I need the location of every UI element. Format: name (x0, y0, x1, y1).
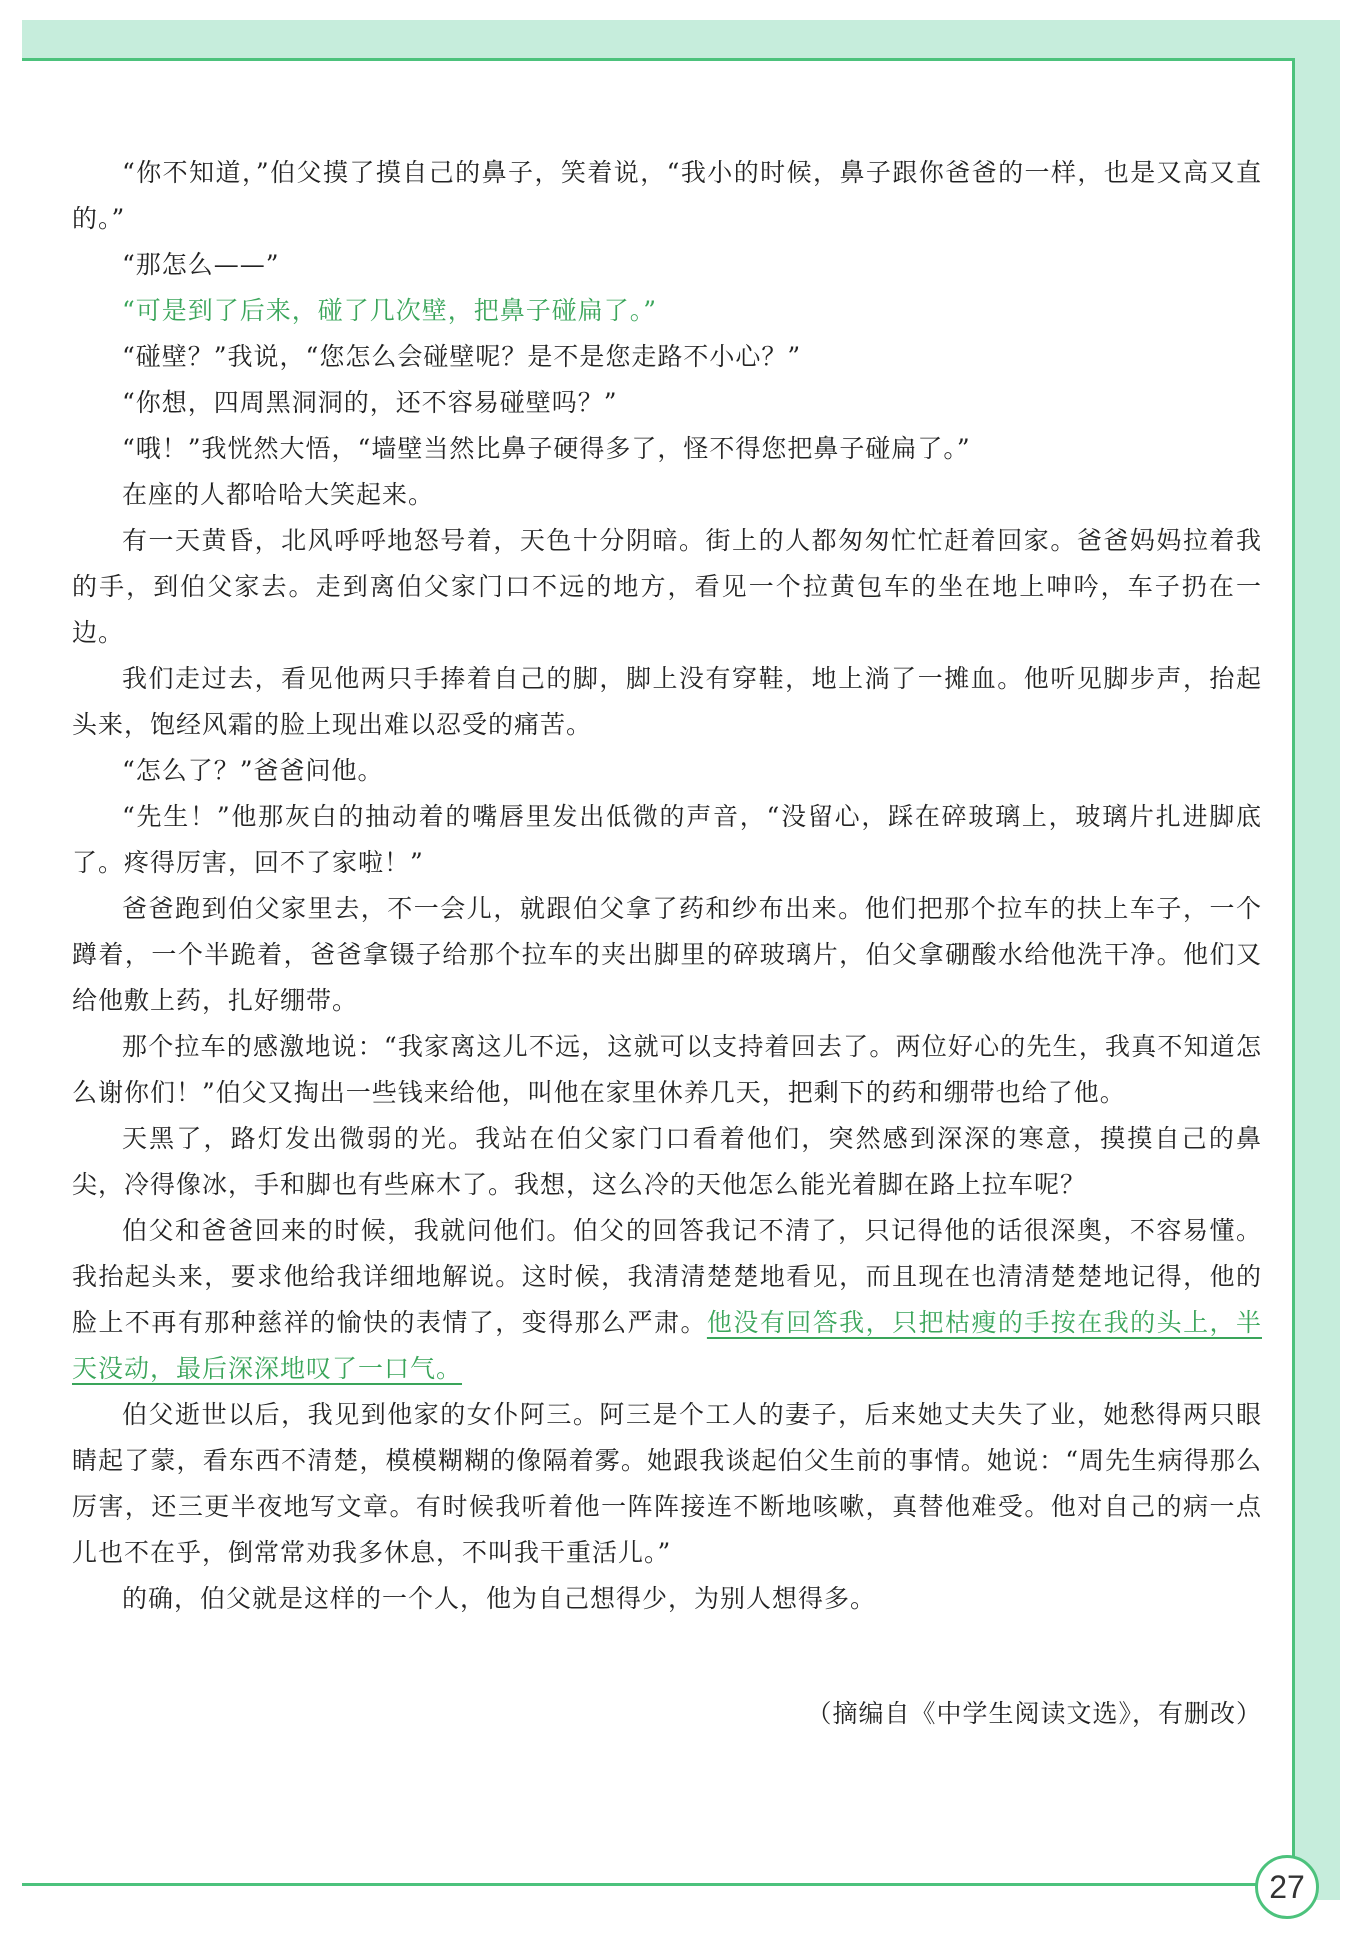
source-citation: （摘编自《中学生阅读文选》，有删改） (806, 1699, 1262, 1728)
paragraph (72, 656, 1262, 748)
paragraph-text: “碰壁？”我说，“您怎么会碰壁呢？是不是您走路不小心？” (122, 342, 802, 371)
paragraph-text: 的确，伯父就是这样的一个人，他为自己想得少，为别人想得多。 (122, 1584, 877, 1613)
paragraph (72, 886, 1262, 1024)
paragraph (72, 1576, 1262, 1622)
paragraph (72, 1024, 1262, 1116)
paragraph-text: “你想，四周黑洞洞的，还不容易碰壁吗？” (122, 388, 618, 417)
paragraph (72, 242, 1262, 288)
paragraph-text: 我们走过去，看见他两只手捧着自己的脚，脚上没有穿鞋，地上淌了一摊血。他听见脚步声，抬起头来，饱经风霜的脸上现出难以忍受的痛苦。 (72, 664, 1262, 739)
paragraph-text: “怎么了？”爸爸问他。 (122, 756, 384, 785)
highlighted-text: “可是到了后来，碰了几次壁，把鼻子碰扁了。” (122, 296, 658, 325)
paragraph-text: 天黑了，路灯发出微弱的光。我站在伯父家门口看着他们，突然感到深深的寒意，摸摸自己的鼻尖，冷得像冰，手和脚也有些麻木了。我想，这么冷的天他怎么能光着脚在路上拉车呢？ (72, 1124, 1262, 1199)
paragraph-text: 伯父和爸爸回来的时候，我就问他们。伯父的回答我记不清了，只记得他的话很深奥，不容易懂。我抬起头来，要求他给我详细地解说。这时候，我清清楚楚地看见，而且现在也清清楚楚地记得，他的脸上不再有那种慈祥的愉快的表情了，变得那么严肃。 (72, 1216, 1262, 1337)
article-body (72, 150, 1262, 1622)
paragraph (72, 380, 1262, 426)
page-number-badge: 27 (1255, 1855, 1319, 1919)
paragraph (72, 1208, 1262, 1392)
paragraph (72, 426, 1262, 472)
paragraph-text: “哦！”我恍然大悟，“墙壁当然比鼻子硬得多了，怪不得您把鼻子碰扁了。” (122, 434, 971, 463)
decorative-top-band (22, 20, 1340, 58)
paragraph (72, 472, 1262, 518)
paragraph-text: “先生！”他那灰白的抽动着的嘴唇里发出低微的声音，“没留心，踩在碎玻璃上，玻璃片扎进脚底了。疼得厉害，回不了家啦！” (72, 802, 1262, 877)
paragraph (72, 150, 1262, 242)
paragraph-text: “那怎么——” (122, 250, 280, 279)
paragraph-text: 爸爸跑到伯父家里去，不一会儿，就跟伯父拿了药和纱布出来。他们把那个拉车的扶上车子，一个蹲着，一个半跪着，爸爸拿镊子给那个拉车的夹出脚里的碎玻璃片，伯父拿硼酸水给他洗干净。他们又给他敷上药，扎好绷带。 (72, 894, 1262, 1015)
paragraph-text: 在座的人都哈哈大笑起来。 (122, 480, 435, 509)
paragraph (72, 334, 1262, 380)
paragraph-text: 伯父逝世以后，我见到他家的女仆阿三。阿三是个工人的妻子，后来她丈夫失了业，她愁得两只眼睛起了蒙，看东西不清楚，模模糊糊的像隔着雾。她跟我谈起伯父生前的事情。她说：“周先生病得那么厉害，还三更半夜地写文章。有时候我听着他一阵阵接连不断地咳嗽，真替他难受。他对自己的病一点儿也不在乎，倒常常劝我多休息，不叫我干重活儿。” (72, 1400, 1262, 1567)
paragraph (72, 1392, 1262, 1576)
paragraph (72, 1116, 1262, 1208)
paragraph-text: 有一天黄昏，北风呼呼地怒号着，天色十分阴暗。街上的人都匆匆忙忙赶着回家。爸爸妈妈拉着我的手，到伯父家去。走到离伯父家门口不远的地方，看见一个拉黄包车的坐在地上呻吟，车子扔在一边。 (72, 526, 1262, 647)
paragraph-text: 那个拉车的感激地说：“我家离这儿不远，这就可以支持着回去了。两位好心的先生，我真不知道怎么谢你们！”伯父又掏出一些钱来给他，叫他在家里休养几天，把剩下的药和绷带也给了他。 (72, 1032, 1262, 1107)
paragraph (72, 748, 1262, 794)
decorative-right-band (1295, 20, 1340, 1900)
paragraph (72, 794, 1262, 886)
paragraph (72, 518, 1262, 656)
paragraph-text: “你不知道，”伯父摸了摸自己的鼻子，笑着说，“我小的时候，鼻子跟你爸爸的一样，也是又高又直的。” (72, 158, 1262, 233)
highlighted-text: 他没有回答我，只把枯瘦的手按在我的头上，半天没动，最后深深地叹了一口气。 (72, 1308, 1262, 1383)
paragraph (72, 288, 1262, 334)
